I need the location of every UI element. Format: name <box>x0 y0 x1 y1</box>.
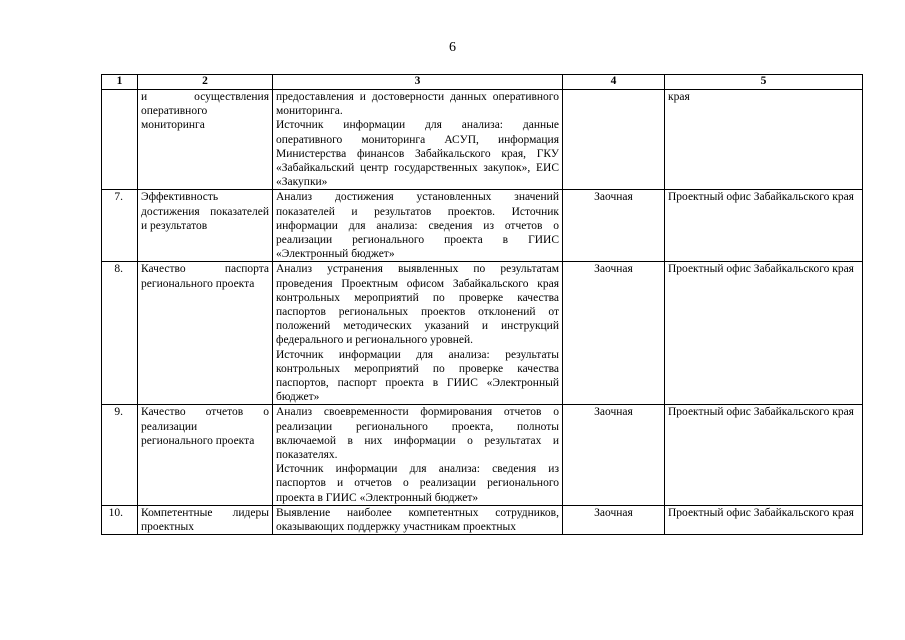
header-col-4: 4 <box>563 75 665 90</box>
table-header-row <box>102 75 863 90</box>
row-number: 9. <box>102 405 138 505</box>
row-number: 7. <box>102 190 138 262</box>
assessment-form: Заочная <box>563 405 665 505</box>
description-paragraph: Источник информации для анализа: результаты контрольных мероприятий по проверке качества паспортов, паспорт проекта в ГИИС «Электронный бюджет» <box>276 348 559 404</box>
assessment-form: Заочная <box>563 262 665 405</box>
responsible-body: Проектный офис Забайкальского края <box>665 262 863 405</box>
criterion-description <box>273 505 563 534</box>
criterion-description <box>273 262 563 405</box>
description-paragraph: Анализ своевременности формирования отчетов о реализации регионального проекта, полноты включаемой в них информации о результатах и показателях. <box>276 406 559 462</box>
criterion-name: Компетентные лидеры проектных <box>138 505 273 534</box>
assessment-form: Заочная <box>563 190 665 262</box>
table-row <box>102 90 863 190</box>
criterion-description <box>273 90 563 190</box>
criterion-name: Качество отчетов о реализации регионального проекта <box>138 405 273 505</box>
header-col-3: 3 <box>273 75 563 90</box>
table-row <box>102 262 863 405</box>
criterion-name: и осуществления оперативного мониторинга <box>138 90 273 190</box>
criteria-table <box>101 74 863 535</box>
description-paragraph: Источник информации для анализа: сведения из паспортов и отчетов о реализации регионального проекта в ГИИС «Электронный бюджет» <box>276 463 559 504</box>
description-paragraph: Анализ устранения выявленных по результатам проведения Проектным офисом Забайкальского края контрольных мероприятий по проверке качества паспортов региональных проектов отклонений от положений методических указаний и инструкций федерального и регионального уровней. <box>276 263 559 347</box>
criterion-name: Эффективность достижения показателей и результатов <box>138 190 273 262</box>
description-paragraph: Источник информации для анализа: данные оперативного мониторинга АСУП, информация Министерства финансов Забайкальского края, ГКУ «Забайкальский центр государственных закупок», ЕИС «Закупки» <box>276 119 559 189</box>
criterion-description <box>273 190 563 262</box>
description-paragraph: Анализ достижения установленных значений показателей и результатов проектов. Источник информации для анализа: сведения из отчетов о реализации регионального проекта в ГИИС «Электронный бюджет» <box>276 191 559 261</box>
table-row <box>102 505 863 534</box>
table-row <box>102 405 863 505</box>
responsible-body: Проектный офис Забайкальского края <box>665 190 863 262</box>
row-number: 8. <box>102 262 138 405</box>
row-number: 10. <box>102 505 138 534</box>
description-paragraph: предоставления и достоверности данных оперативного мониторинга. <box>276 91 559 118</box>
criterion-description <box>273 405 563 505</box>
header-col-2: 2 <box>138 75 273 90</box>
assessment-form <box>563 90 665 190</box>
criterion-name: Качество паспорта регионального проекта <box>138 262 273 405</box>
responsible-body: Проектный офис Забайкальского края <box>665 405 863 505</box>
header-col-5: 5 <box>665 75 863 90</box>
page-number: 6 <box>449 40 456 55</box>
responsible-body: края <box>665 90 863 190</box>
table-row <box>102 190 863 262</box>
row-number <box>102 90 138 190</box>
assessment-form: Заочная <box>563 505 665 534</box>
description-paragraph: Выявление наиболее компетентных сотрудников, оказывающих поддержку участникам проектных <box>276 506 559 534</box>
responsible-body: Проектный офис Забайкальского края <box>665 505 863 534</box>
header-col-1: 1 <box>102 75 138 90</box>
